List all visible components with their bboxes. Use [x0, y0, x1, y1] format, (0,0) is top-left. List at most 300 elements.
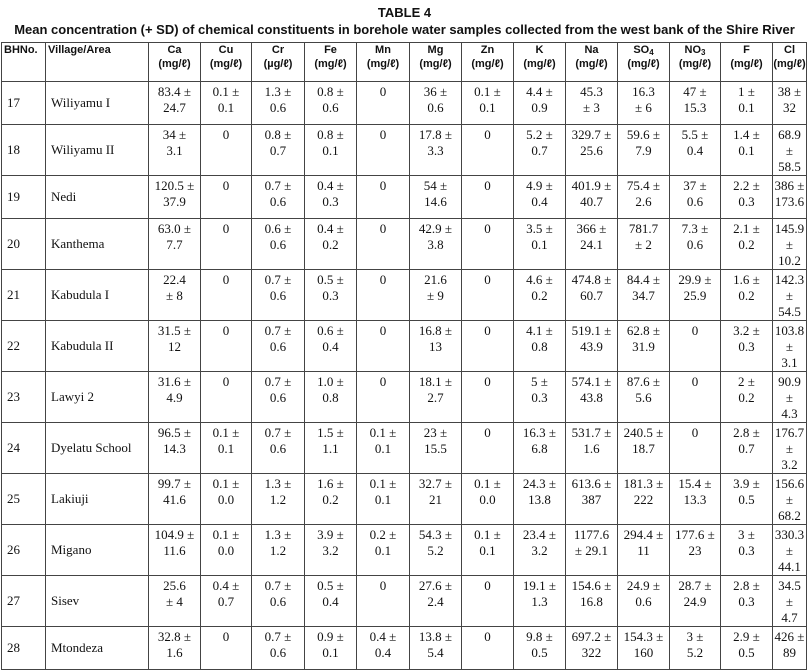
cell-sd: 0.3: [322, 194, 339, 209]
cell-mean: 59.6 ±: [626, 127, 661, 142]
cell-sd: 16.8: [580, 594, 603, 609]
cell-mean: 1177.6: [573, 527, 610, 542]
column-header-name: Village/Area: [48, 44, 111, 56]
cell-mean: 1.5 ±: [317, 425, 344, 440]
table-cell: [618, 372, 670, 423]
cell-mean: 0: [484, 578, 491, 593]
cell-mean: 84.4 ±: [626, 272, 661, 287]
table-cell: [462, 219, 514, 270]
table-cell: [618, 321, 670, 372]
cell-sd: 222: [633, 492, 654, 507]
cell-mean: 2.1 ±: [733, 221, 760, 236]
cell-mean: 19.1 ±: [522, 578, 557, 593]
table-cell: [773, 125, 807, 176]
table-cell: [357, 125, 410, 176]
cell-sd: 3.2: [531, 543, 548, 558]
cell-mean: 103.8 ±: [774, 323, 805, 354]
cell-mean: 5.5 ±: [681, 127, 709, 142]
cell-sd: 4.7: [781, 610, 798, 625]
table-cell: [201, 176, 252, 219]
table-cell: [721, 270, 773, 321]
cell-sd: 0.6: [635, 594, 652, 609]
bh-number: 19: [2, 176, 46, 219]
column-header: [305, 43, 357, 82]
table-cell: [721, 219, 773, 270]
cell-mean: 0.6 ±: [317, 323, 344, 338]
cell-sd: 25.9: [683, 288, 707, 303]
cell-sd: 7.9: [635, 143, 652, 158]
cell-mean: 28.7 ±: [678, 578, 712, 593]
table-cell: [357, 219, 410, 270]
cell-sd: 21: [429, 492, 442, 507]
cell-mean: 22.4: [163, 272, 186, 287]
cell-sd: 1.6: [583, 441, 600, 456]
column-header: [514, 43, 566, 82]
table-cell: [618, 270, 670, 321]
cell-sd: 24.7: [163, 100, 186, 115]
cell-mean: 32.7 ±: [418, 476, 453, 491]
cell-sd: 0.1: [374, 441, 392, 456]
cell-mean: 1.3 ±: [264, 84, 292, 99]
table-cell: [670, 576, 721, 627]
cell-mean: 294.4 ±: [623, 527, 664, 542]
cell-mean: 0.7 ±: [264, 425, 292, 440]
table-cell: [618, 176, 670, 219]
cell-sd: 0.7: [531, 143, 548, 158]
cell-sd: 15.3: [683, 100, 707, 115]
cell-mean: 25.6: [163, 578, 186, 593]
table-cell: [201, 627, 252, 670]
table-cell: [721, 372, 773, 423]
cell-mean: 0.9 ±: [317, 629, 344, 644]
cell-sd: 0.7: [269, 143, 287, 158]
cell-sd: 0.3: [738, 194, 755, 209]
cell-sd: 1.2: [269, 492, 287, 507]
cell-mean: 142.3 ±: [774, 272, 805, 303]
cell-sd: 5.6: [635, 390, 652, 405]
column-header-unit: (mg/ℓ): [773, 58, 806, 70]
table-cell: [773, 82, 807, 125]
column-header-unit: (µg/ℓ): [263, 58, 293, 70]
cell-sd: 34.7: [632, 288, 655, 303]
cell-mean: 24.9 ±: [626, 578, 661, 593]
table-cell: [149, 270, 201, 321]
column-header-name: K: [535, 44, 544, 56]
cell-sd: 43.8: [580, 390, 603, 405]
cell-sd: 0.1: [374, 543, 392, 558]
cell-mean: 63.0 ±: [157, 221, 192, 236]
table-cell: [357, 176, 410, 219]
cell-mean: 23 ±: [423, 425, 448, 440]
table-cell: [514, 125, 566, 176]
table-cell: [252, 219, 305, 270]
table-cell: [357, 525, 410, 576]
cell-mean: 0: [691, 425, 699, 440]
table-row: [2, 321, 807, 372]
table-cell: [462, 321, 514, 372]
cell-mean: 0: [222, 323, 230, 338]
cell-mean: 401.9 ±: [571, 178, 612, 193]
table-cell: [462, 423, 514, 474]
column-header-unit: (mg/ℓ): [575, 58, 608, 70]
cell-sd: 1.2: [269, 543, 287, 558]
cell-sd: 0.1: [217, 441, 235, 456]
cell-sd: 0.4: [322, 594, 339, 609]
column-header-name: Fe: [324, 44, 337, 56]
cell-sd: 0.2: [738, 390, 755, 405]
cell-sd: 54.5: [778, 304, 801, 319]
cell-sd: 0.2: [738, 288, 755, 303]
cell-mean: 0.7 ±: [264, 178, 292, 193]
column-header: [773, 43, 807, 82]
table-row: [2, 219, 807, 270]
cell-mean: 23.4 ±: [522, 527, 557, 542]
cell-mean: 0: [379, 578, 387, 593]
cell-mean: 15.4 ±: [678, 476, 712, 491]
column-header-name: BHNo.: [4, 44, 38, 56]
header-row: [2, 43, 807, 82]
bh-number: 27: [2, 576, 46, 627]
cell-mean: 0.7 ±: [264, 272, 292, 287]
cell-sd: 0.0: [217, 492, 235, 507]
table-cell: [618, 423, 670, 474]
cell-sd: 24.9: [683, 594, 707, 609]
cell-sd: 3.8: [427, 237, 444, 252]
table-cell: [149, 125, 201, 176]
bh-number: 22: [2, 321, 46, 372]
cell-mean: 3.9 ±: [317, 527, 344, 542]
column-header-unit: (mg/ℓ): [366, 58, 400, 70]
table-cell: [566, 525, 618, 576]
table-cell: [305, 219, 357, 270]
cell-sd: 31.9: [632, 339, 655, 354]
cell-mean: 1 ±: [738, 84, 755, 99]
cell-mean: 16.3 ±: [522, 425, 557, 440]
table-cell: [773, 219, 807, 270]
cell-mean: 0.1 ±: [474, 476, 501, 491]
table-cell: [201, 525, 252, 576]
cell-sd: 0.4: [374, 645, 392, 660]
cell-sd: 5.4: [427, 645, 444, 660]
cell-mean: 366 ±: [576, 221, 607, 236]
table-cell: [618, 125, 670, 176]
village-name: Wiliyamu I: [46, 82, 149, 125]
cell-sd: 14.3: [163, 441, 186, 456]
column-header: [2, 43, 46, 82]
cell-mean: 0: [691, 323, 699, 338]
cell-mean: 3 ±: [738, 527, 755, 542]
table-cell: [773, 321, 807, 372]
column-header: [721, 43, 773, 82]
cell-sd: 3.1: [166, 143, 183, 158]
table-body: [2, 82, 807, 670]
table-cell: [149, 176, 201, 219]
cell-mean: 0: [222, 221, 230, 236]
cell-sd: 0.1: [738, 100, 755, 115]
table-cell: [514, 627, 566, 670]
table-cell: [773, 423, 807, 474]
table-cell: [201, 321, 252, 372]
table-cell: [462, 576, 514, 627]
table-cell: [410, 270, 462, 321]
cell-sd: 14.6: [424, 194, 447, 209]
cell-sd: 41.6: [163, 492, 186, 507]
table-cell: [721, 176, 773, 219]
table-cell: [566, 219, 618, 270]
table-row: [2, 372, 807, 423]
table-cell: [357, 321, 410, 372]
cell-mean: 145.9 ±: [774, 221, 805, 252]
column-header-name: Cl: [784, 44, 795, 56]
table-cell: [514, 525, 566, 576]
cell-mean: 37 ±: [683, 178, 707, 193]
table-cell: [149, 423, 201, 474]
cell-mean: 0.4 ±: [317, 178, 344, 193]
table-cell: [670, 176, 721, 219]
cell-sd: 0.6: [427, 100, 444, 115]
table-cell: [514, 321, 566, 372]
bh-number: 21: [2, 270, 46, 321]
cell-mean: 54.3 ±: [418, 527, 453, 542]
cell-mean: 0.7 ±: [264, 323, 292, 338]
column-header: [201, 43, 252, 82]
table-cell: [514, 372, 566, 423]
cell-mean: 330.3 ±: [774, 527, 805, 558]
table-cell: [410, 125, 462, 176]
table-cell: [670, 627, 721, 670]
cell-sd: 0.2: [738, 237, 755, 252]
cell-mean: 29.9 ±: [678, 272, 712, 287]
table-cell: [201, 576, 252, 627]
bh-number: 25: [2, 474, 46, 525]
table-cell: [566, 125, 618, 176]
column-header-name: Cu: [218, 44, 234, 56]
cell-mean: 0: [222, 127, 230, 142]
table-cell: [566, 423, 618, 474]
cell-mean: 31.5 ±: [157, 323, 192, 338]
cell-mean: 0: [484, 272, 491, 287]
cell-sd: 2.7: [427, 390, 444, 405]
cell-mean: 0.7 ±: [264, 629, 292, 644]
table-cell: [566, 474, 618, 525]
cell-sd: 0.1: [479, 100, 496, 115]
table-cell: [305, 176, 357, 219]
cell-mean: 16.8 ±: [418, 323, 453, 338]
cell-sd: 0.8: [531, 339, 548, 354]
cell-mean: 0.1 ±: [474, 84, 501, 99]
table-cell: [670, 372, 721, 423]
cell-sd: 0.4: [686, 143, 704, 158]
cell-mean: 1.6 ±: [317, 476, 344, 491]
cell-mean: 0: [379, 272, 387, 287]
cell-mean: 2.8 ±: [733, 425, 760, 440]
table-cell: [514, 474, 566, 525]
cell-sd: 0.2: [531, 288, 548, 303]
table-cell: [305, 372, 357, 423]
cell-sd: 40.7: [580, 194, 603, 209]
table-cell: [773, 372, 807, 423]
table-cell: [670, 82, 721, 125]
column-header-unit: (mg/ℓ): [678, 58, 712, 70]
table-cell: [566, 176, 618, 219]
cell-sd: 2.4: [427, 594, 444, 609]
cell-sd: 387: [581, 492, 602, 507]
cell-mean: 21.6: [424, 272, 447, 287]
cell-mean: 240.5 ±: [623, 425, 664, 440]
column-header: [670, 43, 721, 82]
cell-sd: 2.6: [635, 194, 652, 209]
table-row: [2, 423, 807, 474]
cell-mean: 36 ±: [423, 84, 448, 99]
column-header-name: Mn: [375, 44, 391, 56]
village-name: Kabudula I: [46, 270, 149, 321]
cell-mean: 9.8 ±: [526, 629, 553, 644]
table-cell: [201, 219, 252, 270]
cell-mean: 0.5 ±: [317, 272, 344, 287]
cell-mean: 96.5 ±: [157, 425, 192, 440]
table-cell: [410, 474, 462, 525]
cell-sd: 89: [783, 645, 796, 660]
cell-sd: 0.8: [322, 390, 339, 405]
cell-mean: 104.9 ±: [154, 527, 195, 542]
cell-sd: 0.6: [269, 390, 287, 405]
cell-sd: 0.2: [322, 492, 339, 507]
cell-sd: 6.8: [531, 441, 548, 456]
cell-sd: 0.6: [269, 237, 287, 252]
cell-mean: 34.5 ±: [778, 578, 801, 609]
village-name: Lawyi 2: [46, 372, 149, 423]
table-cell: [721, 423, 773, 474]
cell-mean: 54 ±: [423, 178, 448, 193]
cell-mean: 120.5 ±: [154, 178, 195, 193]
cell-mean: 0.1 ±: [212, 527, 240, 542]
table-cell: [357, 372, 410, 423]
table-row: [2, 627, 807, 670]
cell-sd: 0.2: [322, 237, 339, 252]
cell-mean: 0: [484, 221, 491, 236]
table-title: Mean concentration (+ SD) of chemical constituents in borehole water samples collected from the west bank of the Shire River: [14, 22, 795, 37]
cell-mean: 0.4 ±: [369, 629, 397, 644]
table-cell: [773, 576, 807, 627]
cell-mean: 38 ± 32: [777, 84, 802, 115]
cell-sd: 23: [688, 543, 702, 558]
column-header: [252, 43, 305, 82]
village-name: Mtondeza: [46, 627, 149, 670]
table-cell: [618, 474, 670, 525]
table-cell: [305, 627, 357, 670]
cell-mean: 0: [222, 374, 230, 389]
cell-sd: 1.1: [322, 441, 339, 456]
cell-mean: 5 ±: [531, 374, 548, 389]
table-cell: [252, 525, 305, 576]
cell-sd: 0.6: [686, 194, 704, 209]
cell-mean: 0: [484, 629, 491, 644]
cell-mean: 4.9 ±: [526, 178, 553, 193]
column-header-unit: (mg/ℓ): [627, 58, 660, 70]
cell-sd: 18.7: [632, 441, 655, 456]
cell-sd: 0.5: [738, 645, 755, 660]
cell-sd: 15.5: [424, 441, 447, 456]
cell-sd: 0.6: [322, 100, 339, 115]
table-cell: [721, 576, 773, 627]
table-cell: [201, 125, 252, 176]
cell-mean: 2.9 ±: [733, 629, 760, 644]
table-cell: [149, 372, 201, 423]
cell-mean: 0.8 ±: [317, 127, 344, 142]
cell-mean: 32.8 ±: [157, 629, 192, 644]
cell-sd: 68.2: [778, 508, 801, 523]
table-cell: [252, 270, 305, 321]
cell-mean: 2.8 ±: [733, 578, 760, 593]
table-cell: [462, 525, 514, 576]
cell-mean: 4.6 ±: [526, 272, 553, 287]
table-cell: [149, 576, 201, 627]
table-cell: [618, 219, 670, 270]
table-cell: [773, 270, 807, 321]
cell-sd: 0.1: [374, 492, 392, 507]
table-row: [2, 525, 807, 576]
cell-sd: 12: [168, 339, 181, 354]
table-cell: [305, 82, 357, 125]
village-name: Sisev: [46, 576, 149, 627]
cell-mean: 0.1 ±: [212, 84, 240, 99]
table-cell: [410, 627, 462, 670]
cell-sd: 0.3: [738, 543, 755, 558]
column-header-name: Mg: [427, 44, 444, 56]
cell-mean: 0: [379, 127, 387, 142]
table-label: TABLE 4: [377, 5, 432, 20]
cell-mean: 0: [484, 127, 491, 142]
table-cell: [566, 82, 618, 125]
cell-sd: 0.1: [217, 100, 235, 115]
cell-sd: 37.9: [163, 194, 186, 209]
cell-sd: 13: [429, 339, 442, 354]
cell-mean: 0.2 ±: [369, 527, 397, 542]
cell-sd: 3.3: [427, 143, 444, 158]
table-cell: [670, 125, 721, 176]
chemical-constituents-table: [1, 42, 807, 670]
cell-mean: 0.1 ±: [212, 425, 240, 440]
cell-sd: 44.1: [778, 559, 801, 574]
cell-mean: 0: [222, 629, 230, 644]
table-cell: [514, 270, 566, 321]
cell-mean: 90.9 ±: [778, 374, 801, 405]
cell-mean: 45.3: [580, 84, 603, 99]
cell-sd: 0.6: [269, 339, 287, 354]
cell-mean: 156.6 ±: [774, 476, 805, 507]
cell-sd: 0.9: [531, 100, 548, 115]
cell-mean: 0: [484, 374, 491, 389]
cell-mean: 1.3 ±: [264, 476, 292, 491]
table-cell: [149, 474, 201, 525]
cell-sd: 4.3: [781, 406, 798, 421]
cell-sd: 3.1: [781, 355, 798, 370]
table-cell: [721, 525, 773, 576]
cell-mean: 4.1 ±: [526, 323, 553, 338]
cell-sd: 1.6: [166, 645, 183, 660]
cell-sd: ± 9: [427, 288, 444, 303]
cell-mean: 18.1 ±: [418, 374, 453, 389]
bh-number: 18: [2, 125, 46, 176]
table-cell: [357, 627, 410, 670]
cell-sd: 3.2: [322, 543, 339, 558]
cell-mean: 3 ±: [686, 629, 704, 644]
table-cell: [357, 474, 410, 525]
column-header-unit: (mg/ℓ): [523, 58, 556, 70]
table-cell: [305, 474, 357, 525]
cell-mean: 574.1 ±: [571, 374, 612, 389]
table-cell: [670, 219, 721, 270]
